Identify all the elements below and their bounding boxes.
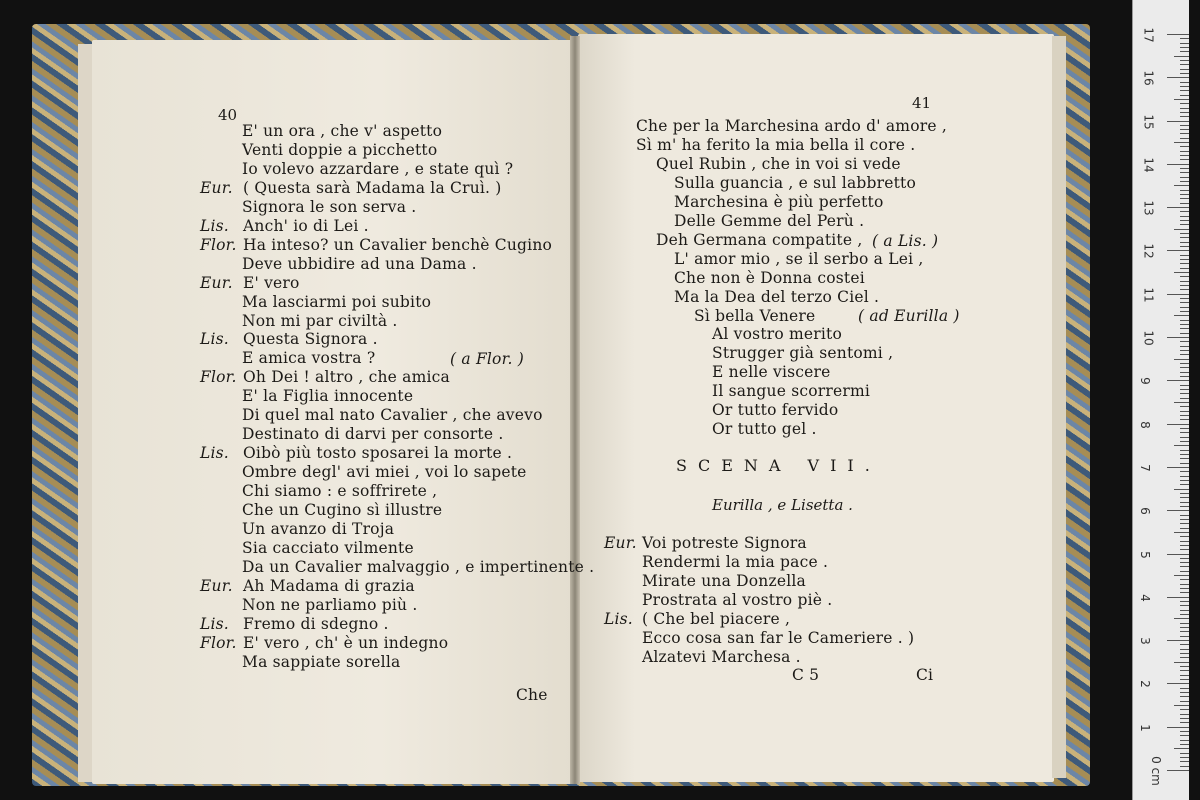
verse-line: Voi potreste Signora — [642, 534, 807, 552]
ruler-tick — [1167, 34, 1189, 35]
ruler-tick — [1180, 90, 1189, 91]
verse-line: Chi siamo : e soffrirete , — [242, 482, 438, 501]
verse-line: Prostrata al vostro piè . — [642, 590, 833, 609]
ruler-tick — [1180, 670, 1189, 671]
ruler-tick — [1180, 194, 1189, 195]
ruler-tick — [1167, 683, 1189, 684]
ruler-tick — [1180, 324, 1189, 325]
verse-line: Ombre degl' avi miei , voi lo sapete — [242, 463, 527, 482]
ruler-tick — [1180, 82, 1189, 83]
ruler-tick — [1180, 541, 1189, 542]
ruler-tick — [1180, 515, 1189, 516]
ruler-tick — [1180, 579, 1189, 580]
ruler-tick — [1167, 727, 1189, 728]
verse-line: Signora le son serva . — [242, 197, 417, 216]
ruler-tick — [1180, 701, 1189, 702]
ruler-tick — [1180, 43, 1189, 44]
ruler-tick — [1167, 164, 1189, 165]
ruler-tick — [1174, 99, 1189, 100]
ruler-tick — [1180, 385, 1189, 386]
ruler-tick — [1180, 320, 1189, 321]
verse-line: Oibò più tosto sposarei la morte . — [243, 444, 513, 463]
ruler-number: 4 — [1137, 593, 1152, 602]
ruler-tick — [1180, 679, 1189, 680]
ruler-tick — [1174, 618, 1189, 619]
ruler-tick — [1180, 450, 1189, 451]
ruler-tick — [1180, 255, 1189, 256]
verse-line: E' un ora , che v' aspetto — [242, 122, 443, 140]
ruler-tick — [1180, 268, 1189, 269]
ruler-tick — [1167, 467, 1189, 468]
ruler-tick — [1180, 562, 1189, 563]
ruler-tick — [1180, 211, 1189, 212]
ruler-tick — [1167, 424, 1189, 425]
ruler-tick — [1180, 454, 1189, 455]
ruler-tick — [1167, 121, 1189, 122]
ruler-tick — [1180, 285, 1189, 286]
ruler-tick — [1167, 597, 1189, 598]
ruler-tick — [1180, 411, 1189, 412]
ruler-tick — [1167, 250, 1189, 251]
ruler-tick — [1180, 203, 1189, 204]
ruler-tick — [1180, 497, 1189, 498]
ruler-tick — [1174, 705, 1189, 706]
verse-line: Delle Gemme del Perù . — [674, 211, 865, 230]
ruler-tick — [1180, 644, 1189, 645]
ruler-tick — [1180, 549, 1189, 550]
speaker-label: Eur. — [200, 576, 233, 595]
ruler-tick — [1180, 328, 1189, 329]
verse-line: E nelle viscere — [712, 363, 831, 382]
ruler-tick — [1180, 177, 1189, 178]
ruler-tick — [1180, 480, 1189, 481]
verse-line: Che per la Marchesina ardo d' amore , — [636, 117, 947, 135]
verse-line: ( Che bel piacere , — [642, 609, 791, 628]
ruler-tick — [1180, 761, 1189, 762]
ruler-tick — [1180, 627, 1189, 628]
verse-line: Deve ubbidire ad una Dama . — [242, 254, 477, 273]
ruler-tick — [1180, 709, 1189, 710]
ruler-tick — [1174, 489, 1189, 490]
ruler-tick — [1180, 476, 1189, 477]
ruler-tick — [1180, 60, 1189, 61]
stage-direction-ad-eurilla: ( ad Eurilla ) — [858, 307, 960, 325]
speaker-label: Eur. — [200, 178, 233, 197]
ruler-tick — [1180, 125, 1189, 126]
ruler-tick — [1180, 146, 1189, 147]
speaker-label: Lis. — [200, 614, 229, 633]
verse-line: Deh Germana compatite , — [656, 230, 863, 249]
ruler-tick — [1180, 155, 1189, 156]
ruler-tick — [1180, 653, 1189, 654]
ruler-tick — [1180, 588, 1189, 589]
ruler-tick — [1174, 142, 1189, 143]
verse-line: Rendermi la mia pace . — [642, 552, 829, 571]
ruler-tick — [1180, 64, 1189, 65]
verse-line: Or tutto gel . — [712, 420, 817, 439]
ruler-number: 8 — [1137, 420, 1152, 429]
verse-line: Anch' io di Lei . — [243, 216, 369, 235]
ruler-tick — [1180, 168, 1189, 169]
ruler-tick — [1180, 571, 1189, 572]
ruler-tick — [1174, 56, 1189, 57]
verse-line: Oh Dei ! altro , che amica — [243, 368, 450, 387]
verse-line: Questa Signora . — [243, 330, 378, 349]
ruler-tick — [1180, 666, 1189, 667]
ruler-tick — [1180, 198, 1189, 199]
measurement-ruler — [1132, 0, 1189, 800]
ruler-tick — [1180, 259, 1189, 260]
verse-line: Di quel mal nato Cavalier , che avevo — [242, 406, 543, 425]
right-page-edge — [1052, 36, 1066, 778]
ruler-number: 15 — [1141, 113, 1156, 130]
ruler-tick — [1180, 190, 1189, 191]
scene-heading: SCENA VII. — [676, 456, 881, 475]
ruler-tick — [1180, 224, 1189, 225]
verse-line: ( Questa sarà Madama la Cruì. ) — [243, 178, 502, 197]
ruler-tick — [1180, 363, 1189, 364]
ruler-tick — [1180, 493, 1189, 494]
speaker-label: Lis. — [200, 330, 229, 349]
right-page-number: 41 — [912, 94, 932, 112]
ruler-tick — [1174, 359, 1189, 360]
ruler-tick — [1180, 722, 1189, 723]
ruler-tick — [1180, 246, 1189, 247]
ruler-tick — [1180, 415, 1189, 416]
ruler-tick — [1180, 86, 1189, 87]
ruler-tick — [1180, 731, 1189, 732]
verse-line: E amica vostra ? — [242, 349, 376, 368]
stage-direction-a-flor: ( a Flor. ) — [450, 350, 524, 368]
speaker-label: Lis. — [200, 216, 229, 235]
verse-line: Mirate una Donzella — [642, 571, 806, 590]
verse-line: Che non è Donna costei — [674, 268, 865, 287]
ruler-tick — [1180, 753, 1189, 754]
verse-line: Strugger già sentomi , — [712, 344, 894, 363]
right-catchword: Ci — [916, 666, 934, 684]
ruler-tick — [1180, 69, 1189, 70]
verse-line: Quel Rubin , che in voi si vede — [656, 154, 901, 173]
scene-characters: Eurilla , e Lisetta . — [712, 496, 853, 514]
verse-line: Sia cacciato vilmente — [242, 538, 414, 557]
left-page-number: 40 — [218, 106, 238, 124]
ruler-tick — [1167, 770, 1189, 771]
ruler-tick — [1180, 605, 1189, 606]
ruler-tick — [1180, 216, 1189, 217]
ruler-tick — [1180, 471, 1189, 472]
ruler-tick — [1180, 584, 1189, 585]
ruler-tick — [1180, 601, 1189, 602]
ruler-tick — [1180, 406, 1189, 407]
ruler-tick — [1167, 640, 1189, 641]
ruler-tick — [1180, 623, 1189, 624]
verse-line: Ma la Dea del terzo Ciel . — [674, 287, 880, 306]
verse-line: Non mi par civiltà . — [242, 311, 398, 330]
ruler-tick — [1180, 346, 1189, 347]
verse-line: Al vostro merito — [712, 325, 843, 344]
ruler-tick — [1174, 748, 1189, 749]
ruler-tick — [1174, 185, 1189, 186]
ruler-tick — [1180, 458, 1189, 459]
ruler-tick — [1180, 523, 1189, 524]
ruler-tick — [1167, 77, 1189, 78]
ruler-tick — [1167, 207, 1189, 208]
ruler-tick — [1180, 631, 1189, 632]
ruler-tick — [1180, 73, 1189, 74]
ruler-tick — [1180, 675, 1189, 676]
verse-line: Ma lasciarmi poi subito — [242, 292, 432, 311]
ruler-tick — [1180, 354, 1189, 355]
ruler-tick — [1180, 376, 1189, 377]
ruler-tick — [1180, 289, 1189, 290]
ruler-tick — [1174, 315, 1189, 316]
verse-line: Da un Cavalier malvaggio , e impertinente . — [242, 557, 595, 576]
verse-line: E' vero — [243, 273, 300, 292]
ruler-tick — [1180, 735, 1189, 736]
verse-line: Venti doppie a picchetto — [242, 140, 438, 159]
ruler-tick — [1180, 281, 1189, 282]
ruler-number: 7 — [1137, 464, 1152, 472]
speaker-label: Flor. — [200, 235, 237, 254]
verse-line: E' vero , ch' è un indegno — [243, 633, 449, 652]
ruler-tick — [1180, 398, 1189, 399]
ruler-tick — [1180, 688, 1189, 689]
ruler-tick — [1180, 108, 1189, 109]
ruler-tick — [1167, 510, 1189, 511]
ruler-number: 10 — [1141, 330, 1156, 346]
verse-line: Sì m' ha ferito la mia bella il core . — [636, 135, 916, 154]
left-catchword: Che — [516, 686, 548, 704]
verse-line: Or tutto fervido — [712, 401, 839, 420]
ruler-tick — [1180, 757, 1189, 758]
ruler-tick — [1180, 151, 1189, 152]
ruler-tick — [1180, 432, 1189, 433]
ruler-tick — [1180, 133, 1189, 134]
ruler-tick — [1180, 233, 1189, 234]
ruler-tick — [1180, 657, 1189, 658]
ruler-tick — [1180, 95, 1189, 96]
verse-line: Ma sappiate sorella — [242, 652, 401, 671]
ruler-tick — [1174, 402, 1189, 403]
ruler-tick — [1167, 380, 1189, 381]
ruler-tick — [1174, 229, 1189, 230]
ruler-number: 17 — [1141, 27, 1156, 43]
speaker-label: Lis. — [604, 609, 633, 628]
ruler-tick — [1180, 116, 1189, 117]
ruler-number: 14 — [1141, 157, 1156, 173]
ruler-tick — [1180, 103, 1189, 104]
ruler-tick — [1180, 437, 1189, 438]
verse-line: Un avanzo di Troja — [242, 519, 395, 538]
ruler-tick — [1174, 445, 1189, 446]
ruler-tick — [1180, 341, 1189, 342]
ruler-tick — [1180, 302, 1189, 303]
ruler-number: 11 — [1141, 287, 1156, 303]
ruler-tick — [1174, 532, 1189, 533]
ruler-tick — [1180, 51, 1189, 52]
verse-line: Non ne parliamo più . — [242, 595, 418, 614]
speaker-label: Flor. — [200, 633, 237, 652]
verse-line: L' amor mio , se il serbo a Lei , — [674, 249, 924, 268]
ruler-number: 3 — [1137, 637, 1152, 645]
ruler-number: 2 — [1137, 680, 1152, 689]
ruler-tick — [1180, 276, 1189, 277]
ruler-tick — [1180, 428, 1189, 429]
ruler-tick — [1180, 696, 1189, 697]
ruler-tick — [1180, 242, 1189, 243]
ruler-tick — [1180, 129, 1189, 130]
ruler-tick — [1167, 294, 1189, 295]
verse-line: Marchesina è più perfetto — [674, 192, 884, 211]
ruler-tick — [1180, 389, 1189, 390]
ruler-tick — [1180, 536, 1189, 537]
ruler-tick — [1180, 636, 1189, 637]
ruler-number: 12 — [1141, 243, 1156, 260]
ruler-tick — [1180, 350, 1189, 351]
ruler-tick — [1180, 172, 1189, 173]
speaker-label: Eur. — [200, 273, 233, 292]
ruler-tick — [1180, 714, 1189, 715]
ruler-tick — [1180, 181, 1189, 182]
ruler-tick — [1180, 545, 1189, 546]
ruler-unit-label: 0 cm — [1148, 756, 1163, 786]
ruler-tick — [1180, 528, 1189, 529]
verse-line: E' la Figlia innocente — [242, 387, 414, 406]
ruler-tick — [1180, 112, 1189, 113]
ruler-tick — [1180, 610, 1189, 611]
ruler-tick — [1180, 298, 1189, 299]
ruler-tick — [1180, 419, 1189, 420]
ruler-number: 6 — [1137, 507, 1152, 516]
ruler-tick — [1180, 558, 1189, 559]
ruler-tick — [1180, 740, 1189, 741]
ruler-tick — [1180, 159, 1189, 160]
ruler-tick — [1180, 566, 1189, 567]
ruler-tick — [1180, 692, 1189, 693]
speaker-label: Eur. — [604, 534, 637, 552]
book-gutter — [570, 36, 580, 784]
ruler-tick — [1174, 575, 1189, 576]
ruler-tick — [1180, 766, 1189, 767]
stage-direction-a-lis: ( a Lis. ) — [872, 232, 939, 250]
ruler-tick — [1180, 506, 1189, 507]
ruler-tick — [1167, 554, 1189, 555]
ruler-tick — [1180, 519, 1189, 520]
verse-line: Ah Madama di grazia — [243, 576, 415, 595]
verse-line: Fremo di sdegno . — [243, 614, 389, 633]
ruler-number: 1 — [1137, 723, 1152, 732]
ruler-tick — [1180, 463, 1189, 464]
verse-line: Ha inteso? un Cavalier benchè Cugino — [243, 235, 553, 254]
ruler-tick — [1174, 272, 1189, 273]
ruler-tick — [1180, 138, 1189, 139]
ruler-tick — [1180, 237, 1189, 238]
ruler-tick — [1180, 649, 1189, 650]
ruler-tick — [1167, 337, 1189, 338]
ruler-tick — [1180, 614, 1189, 615]
speaker-label: Lis. — [200, 444, 229, 463]
ruler-tick — [1180, 441, 1189, 442]
ruler-tick — [1180, 393, 1189, 394]
ruler-number: 13 — [1141, 200, 1156, 216]
ruler-tick — [1180, 220, 1189, 221]
ruler-tick — [1180, 502, 1189, 503]
ruler-tick — [1180, 307, 1189, 308]
ruler-tick — [1180, 592, 1189, 593]
ruler-tick — [1174, 662, 1189, 663]
verse-line: Io volevo azzardare , e state quì ? — [242, 159, 514, 178]
ruler-tick — [1180, 718, 1189, 719]
verse-line: Il sangue scorrermi — [712, 382, 871, 401]
verse-line: Che un Cugino sì illustre — [242, 501, 443, 519]
verse-line: Ecco cosa san far le Cameriere . ) — [642, 628, 915, 647]
ruler-tick — [1180, 744, 1189, 745]
ruler-tick — [1180, 38, 1189, 39]
ruler-number: 5 — [1137, 550, 1152, 559]
ruler-tick — [1180, 47, 1189, 48]
verse-line: Sì bella Venere — [694, 306, 816, 325]
verse-line: Sulla guancia , e sul labbretto — [674, 173, 917, 192]
signature-mark: C 5 — [792, 666, 820, 684]
ruler-tick — [1180, 333, 1189, 334]
ruler-tick — [1180, 484, 1189, 485]
ruler-tick — [1180, 372, 1189, 373]
ruler-number: 16 — [1141, 70, 1156, 86]
ruler-tick — [1180, 311, 1189, 312]
verse-line: Alzatevi Marchesa . — [642, 647, 801, 666]
ruler-number: 9 — [1137, 377, 1152, 386]
ruler-tick — [1180, 367, 1189, 368]
speaker-label: Flor. — [200, 368, 237, 387]
verse-line: Destinato di darvi per consorte . — [242, 425, 504, 444]
ruler-tick — [1180, 263, 1189, 264]
